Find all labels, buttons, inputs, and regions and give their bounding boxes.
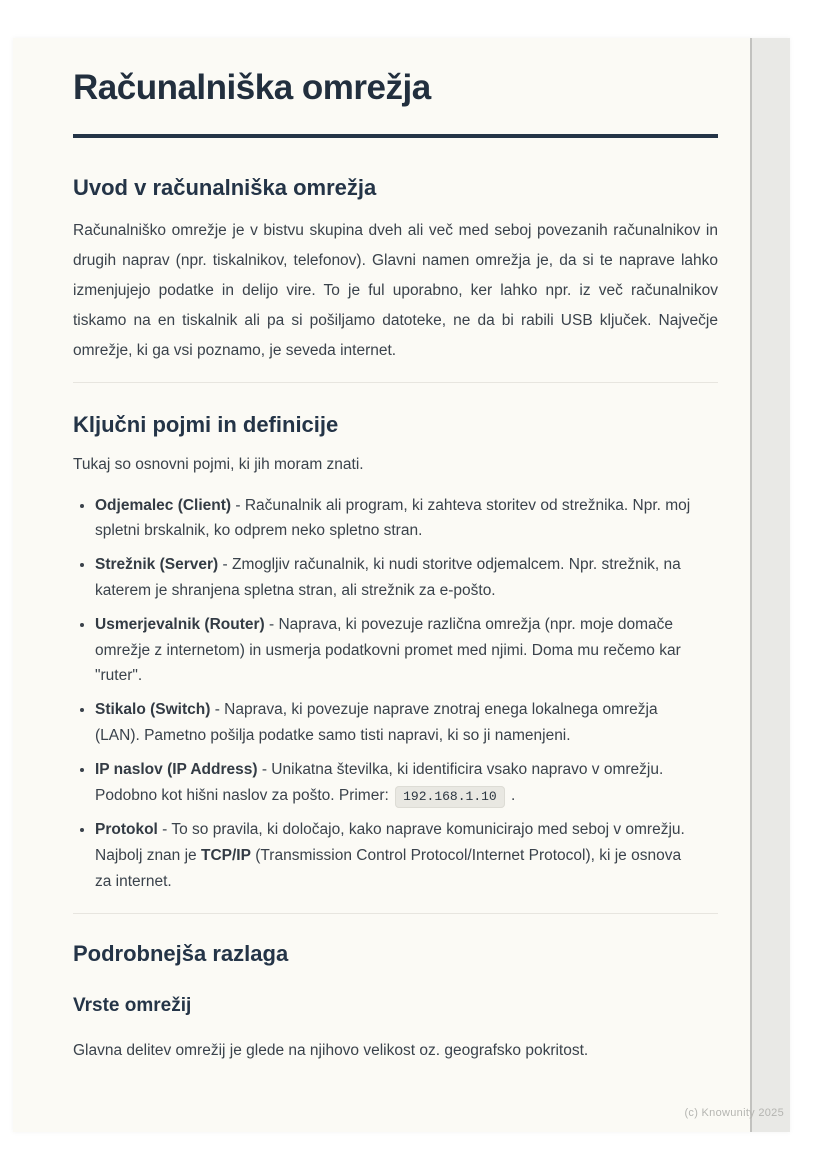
section-heading-terms: Ključni pojmi in definicije xyxy=(73,412,339,438)
detail-paragraph: Glavna delitev omrežij je glede na njihovo velikost oz. geografsko pokritost. xyxy=(73,1041,589,1059)
term-label: Protokol xyxy=(95,821,158,839)
term-definition: - Zmogljiv računalnik, ki nudi storitve odjemalcem. Npr. strežnik, na katerem je shranjena spletna stran, ali strežnik za e-pošto. xyxy=(95,556,681,599)
document-page xyxy=(13,38,790,1132)
list-item-ip-address xyxy=(95,757,696,810)
term-label: IP naslov (IP Address) xyxy=(95,760,258,778)
copyright-watermark: (c) Knowunity 2025 xyxy=(684,1107,784,1119)
section-heading-detail: Podrobnejša razlaga xyxy=(73,940,289,966)
section-divider xyxy=(73,382,718,383)
term-label: Strežnik (Server) xyxy=(95,556,219,574)
section-heading-intro: Uvod v računalniška omrežja xyxy=(73,175,377,201)
terms-lead-paragraph: Tukaj so osnovni pojmi, ki jih moram znati. xyxy=(73,455,364,473)
subsection-heading-network-types: Vrste omrežij xyxy=(73,994,192,1016)
term-label: Stikalo (Switch) xyxy=(95,701,211,719)
term-definition-cont: (Transmission Control Protocol/Internet Protocol), ki je osnova za internet. xyxy=(95,847,682,890)
title-rule xyxy=(73,134,718,138)
term-label: Usmerjevalnik (Router) xyxy=(95,615,265,633)
list-item-server xyxy=(95,552,696,604)
term-definition: - To so pravila, ki določajo, kako naprave komunicirajo med seboj v omrežju. Najbolj znan je xyxy=(95,821,685,865)
term-definition: - Naprava, ki povezuje naprave znotraj enega lokalnega omrežja (LAN). Pametno pošilja podatke samo tisti napravi, ki so ji namenjeni. xyxy=(95,701,658,744)
term-label: Odjemalec (Client) xyxy=(95,496,232,514)
list-item-switch xyxy=(95,697,696,749)
intro-paragraph: Računalniško omrežje je v bistvu skupina dveh ali več med seboj povezanih računalnikov in drugih naprav (npr. tiskalnikov, telefonov). Glavni namen omrežja je, da si te naprave lahko izmenjujejo podatke in delijo vire. To je ful uporabno, ker lahko npr. iz več računalnikov tiskamo na en tiskalnik ali pa si pošiljamo datoteke, ne da bi rabili USB ključek. Največje omrežje, ki ga vsi poznamo, je seveda internet. xyxy=(73,222,718,360)
section-divider xyxy=(73,913,718,914)
term-definition: - Unikatna številka, ki identificira vsako napravo v omrežju. Podobno kot hišni naslov za pošto. Primer: xyxy=(95,760,664,804)
terms-list xyxy=(73,493,696,895)
page-edge-strip xyxy=(750,38,790,1132)
inline-bold: TCP/IP xyxy=(200,847,251,865)
list-item-protocol xyxy=(95,817,696,894)
term-definition: - Računalnik ali program, ki zahteva storitev od strežnika. Npr. moj spletni brskalnik, ko odprem neko spletno stran. xyxy=(95,496,691,540)
term-definition-cont: . xyxy=(506,786,516,804)
code-chip: 192.168.1.10 xyxy=(395,786,505,808)
term-definition: - Naprava, ki povezuje različna omrežja (npr. moje domače omrežje z internetom) in usmerja podatkovni promet med njimi. Doma mu rečemo kar "ruter". xyxy=(95,615,681,685)
page-title: Računalniška omrežja xyxy=(73,68,431,107)
list-item-router xyxy=(95,612,696,689)
list-item-client xyxy=(95,493,696,545)
document-content xyxy=(13,38,790,1063)
